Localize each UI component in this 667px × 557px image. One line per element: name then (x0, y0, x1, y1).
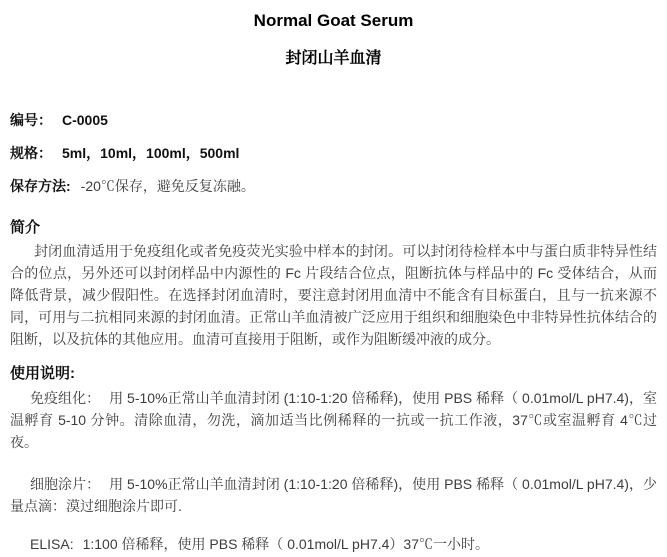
storage-method-value: -20℃保存，避免反复冻融。 (80, 178, 255, 194)
usage-immunohistochemistry-paragraph (10, 387, 657, 453)
specification-label: 规格： (10, 145, 52, 161)
specification-value: 5ml，10ml，100ml，500ml (62, 145, 240, 161)
introduction-paragraph: 封闭血清适用于免疫组化或者免疫荧光实验中样本的封闭。可以封闭待检样本中与蛋白质非特异性结合的位点，另外还可以封闭样品中内源性的 Fc 片段结合位点，阻断抗体与样品中的 Fc 受体结合，从而降低背景，减少假阳性。在选择封闭血清时，要注意封闭用血清中不能含有目标蛋白，且与一抗来源不同，可用与二抗相同来源的封闭血清。正常山羊血清被广泛应用于组织和细胞染色中非特异性抗体结合的阻断，以及抗体的其他应用。血清可直接用于阻断，或作为阻断缓冲液的成分。 (10, 243, 657, 347)
storage-method-row (10, 177, 657, 195)
usage-cell-smear-label: 细胞涂片： (30, 476, 101, 492)
usage-immunohistochemistry-text: 用 5-10%正常山羊血清封闭 (1:10-1:20 倍稀释)，使用 PBS 稀释（ 0.01mol/L pH7.4)，室温孵育 5-10 分钟。清除血清，勿洗，滴加适当比例稀释的一抗或一抗工作液，37℃或室温孵育 4℃过夜。 (10, 390, 657, 450)
usage-instructions-heading: 使用说明: (10, 365, 75, 382)
catalog-number-row (10, 111, 657, 129)
product-title-chinese: 封闭山羊血清 (285, 50, 382, 67)
usage-cell-smear-text: 用 5-10%正常山羊血清封闭 (1:10-1:20 倍稀释)，使用 PBS 稀释（ 0.01mol/L pH7.4)，少量点滴：漠过细胞涂片即可. (10, 476, 657, 514)
product-title-english: Normal Goat Serum (253, 11, 414, 30)
introduction-heading: 简介 (10, 219, 41, 236)
storage-method-label: 保存方法: (10, 178, 71, 194)
usage-elisa-paragraph (10, 533, 657, 555)
catalog-number-value: C-0005 (62, 112, 108, 128)
usage-cell-smear-paragraph (10, 473, 657, 517)
usage-elisa-label: ELISA: (30, 536, 74, 552)
usage-immunohistochemistry-label: 免疫组化： (30, 390, 101, 406)
specification-row (10, 144, 657, 162)
usage-elisa-text: 1:100 倍稀释，使用 PBS 稀释（ 0.01mol/L pH7.4）37℃一小时。 (82, 536, 489, 552)
catalog-number-label: 编号： (10, 112, 52, 128)
